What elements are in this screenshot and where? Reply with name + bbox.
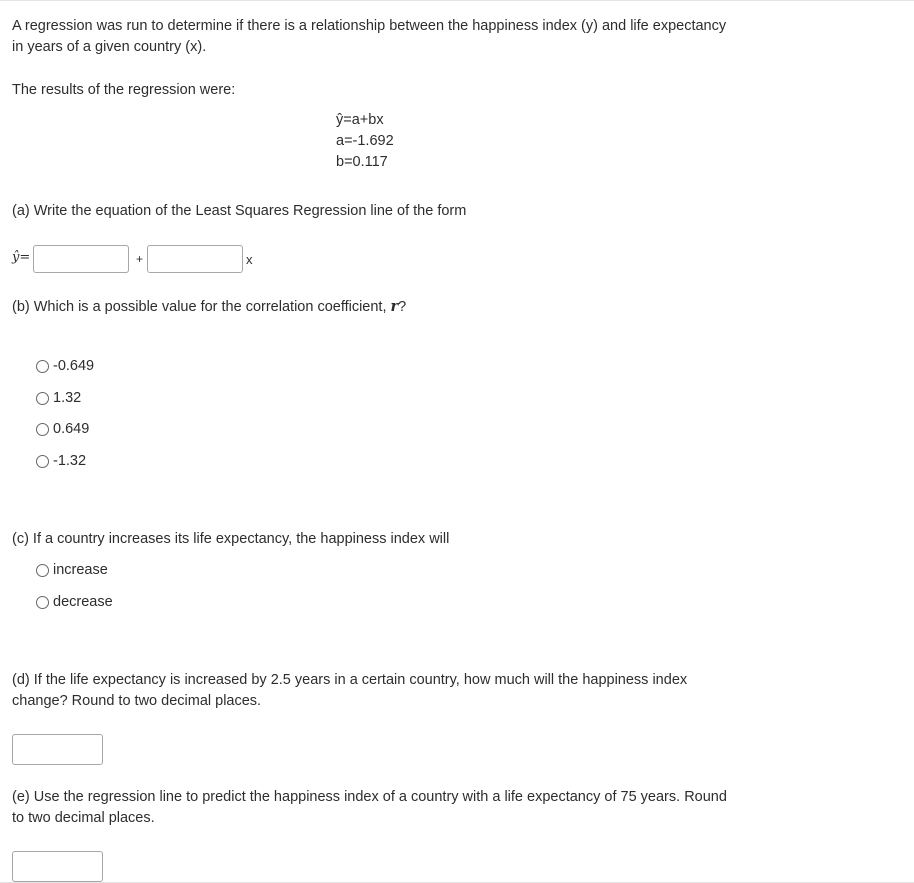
- part-d-prompt: (d) If the life expectancy is increased by 2.5 years in a certain country, how much will the happiness index change? Round to two decimal places.: [12, 672, 688, 709]
- part-b-prompt-text: (b) Which is a possible value for the correlation coefficient,: [12, 299, 391, 315]
- part-b-prompt-end: ?: [398, 299, 407, 315]
- radio-label: 0.649: [53, 421, 90, 437]
- radio-option-increase[interactable]: [36, 560, 108, 580]
- part-b-prompt: [12, 296, 406, 318]
- radio-option-1-32[interactable]: [36, 388, 81, 408]
- part-e-prompt: (e) Use the regression line to predict the happiness index of a country with a life expectancy of 75 years. Round to two decimal places.: [12, 789, 727, 826]
- radio-label: decrease: [53, 594, 113, 610]
- top-divider: [0, 0, 914, 1]
- regression-b-value: b=0.117: [336, 154, 388, 170]
- results-label: The results of the regression were:: [12, 82, 236, 98]
- radio-button[interactable]: [36, 423, 49, 436]
- happiness-change-input[interactable]: [12, 734, 103, 765]
- radio-option-0-649[interactable]: [36, 419, 89, 439]
- radio-option-neg-0-649[interactable]: [36, 356, 94, 376]
- radio-button[interactable]: [36, 455, 49, 468]
- yhat-label: ŷ=: [12, 250, 31, 265]
- radio-option-decrease[interactable]: [36, 592, 113, 612]
- radio-button[interactable]: [36, 360, 49, 373]
- radio-option-neg-1-32[interactable]: [36, 451, 86, 471]
- radio-label: 1.32: [53, 390, 82, 406]
- r-symbol: r: [390, 298, 399, 315]
- intercept-input[interactable]: [33, 245, 129, 273]
- x-variable-label: x: [246, 252, 253, 267]
- plus-label: +: [136, 252, 144, 266]
- radio-button[interactable]: [36, 564, 49, 577]
- regression-a-value: a=-1.692: [336, 133, 394, 149]
- slope-input[interactable]: [147, 245, 243, 273]
- radio-label: increase: [53, 562, 108, 578]
- happiness-prediction-input[interactable]: [12, 851, 103, 882]
- radio-button[interactable]: [36, 392, 49, 405]
- regression-equation: ŷ=a+bx: [336, 112, 384, 128]
- part-c-prompt: (c) If a country increases its life expectancy, the happiness index will: [12, 531, 450, 547]
- radio-label: -1.32: [53, 453, 87, 469]
- radio-label: -0.649: [53, 358, 95, 374]
- radio-button[interactable]: [36, 596, 49, 609]
- intro-text: A regression was run to determine if there is a relationship between the happiness index (y) and life expectancy in years of a given country (x).: [12, 18, 727, 55]
- part-a-prompt: (a) Write the equation of the Least Squares Regression line of the form: [12, 203, 467, 219]
